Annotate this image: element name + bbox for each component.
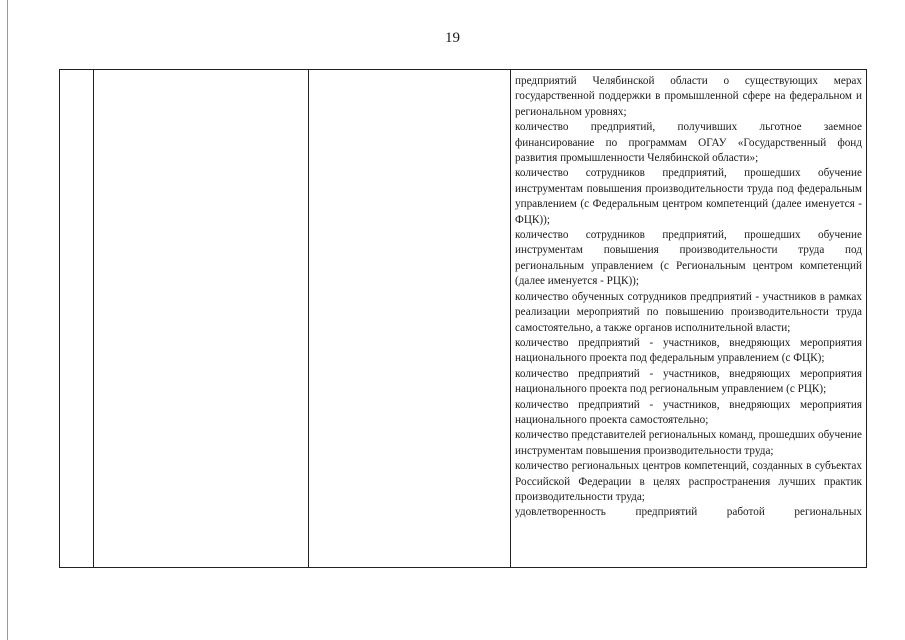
indicator-paragraph: предприятий Челябинской области о существующих мерах государственной поддержки в промышленной сфере на федеральном и региональном уровнях;: [515, 75, 862, 118]
indicator-paragraph: количество предприятий - участников, внедряющих мероприятия национального проекта самостоятельно;: [515, 398, 862, 426]
indicator-paragraph: количество предприятий - участников, внедряющих мероприятия национального проекта под региональным управлением (с РЦК);: [515, 367, 862, 396]
indicator-paragraph: количество сотрудников предприятий, прошедших обучение инструментам повышения производительности труда под федеральным управлением (с Федеральным центром компетенций (далее именуется - ФЦК));: [515, 167, 862, 226]
indicator-paragraph: количество обученных сотрудников предприятий - участников в рамках реализации мероприятий по повышению производительности труда самостоятельно, а также органов исполнительной власти;: [515, 290, 862, 334]
table-column-divider: [93, 70, 94, 567]
indicator-paragraph: количество предприятий - участников, внедряющих мероприятия национального проекта под федеральным управлением (с ФЦК);: [515, 336, 862, 365]
indicator-paragraph: количество представителей региональных команд, прошедших обучение инструментам повышения производительности труда;: [515, 429, 862, 457]
table-column-divider: [308, 70, 309, 567]
indicator-paragraph: количество региональных центров компетенций, созданных в субъектах Российской Федерации в целях распространения лучших практик производительности труда;: [515, 460, 862, 503]
page-margin-line: [7, 0, 8, 640]
page-number: 19: [445, 30, 460, 46]
table-column-divider: [510, 70, 511, 567]
table-cell-indicators: [515, 74, 862, 521]
indicator-paragraph: количество предприятий, получивших льготное заемное финансирование по программам ОГАУ «Государственный фонд развития промышленности Челябинской области»;: [515, 121, 862, 165]
indicator-paragraph: количество сотрудников предприятий, прошедших обучение инструментам повышения производительности труда под региональным управлением (с Региональным центром компетенций (далее именуется - РЦК));: [515, 229, 862, 288]
indicator-paragraph: удовлетворенность предприятий работой региональных: [515, 506, 862, 519]
document-table: [59, 69, 867, 568]
